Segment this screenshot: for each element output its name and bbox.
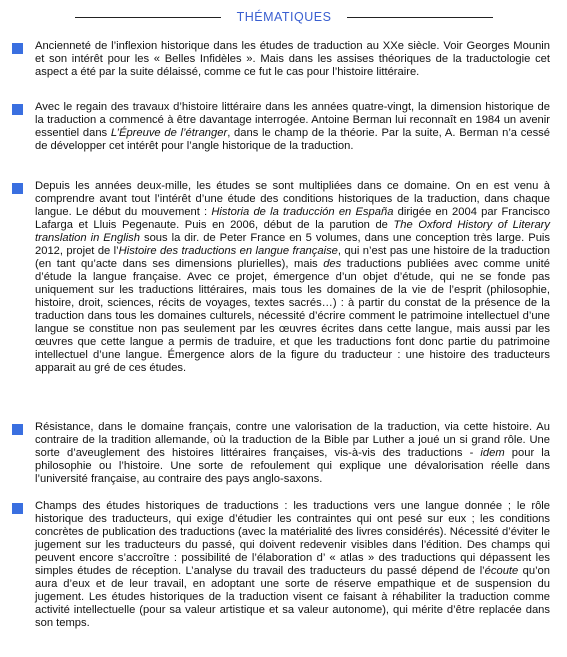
- item-text: [35, 421, 550, 486]
- square-bullet-icon: [12, 424, 23, 435]
- text-run: qu’on aura d’eux et de leur travail, en adoptant une sorte de réserve empathique et de suspension du jugement. Les études historiques de la traduction visent ce faisant à réhabiliter la traduction comme activité intellectuelle (pour sa valeur artistique et sa valeur autonome), qui mérite d’être replacée dans son temps.: [35, 565, 550, 629]
- text-run: Champs des études historiques de traductions : les traductions vers une langue donnée ; le rôle historique des traducteurs, qui exige d’étudier les contraintes qui ont pesé sur eux ; les conditions concrètes de publication des traductions (avec la matérialité des livres considérés). Nécessité d’éviter le jugement sur les traducteurs du passé, qui doivent redevenir visibles dans l’édition. Des champs qui peuvent encore s’accroître : possibilité de l’élaboration d’ « atlas » des traductions qui dépassent les simples études de réception. L’analyse du travail des traducteurs du passé dépend de l’: [35, 500, 550, 577]
- italic-title: des: [323, 258, 342, 270]
- text-run: traductions publiées avec comme unité d’étude la langue française. Avec ce projet, émergence d’un objet d’étude, qui ne se fonde pas uniquement sur les traductions littéraires, mais tous les domaines de la vie de l’esprit (philosophie, histoire, droit, sciences, récits de voyages, textes sacrés…) : à partir du constat de la présence de la traduction dans tous les domaines culturels, nécessité d’écrire comment le patrimoine intellectuel d’une langue se constitue non pas seulement par les œuvres écrites dans cette langue, mais aussi par les œuvres que cette langue a permis de traduire, et que les traductions font donc partie du patrimoine intellectuel d’une langue. Émergence alors de la figure du traducteur : une histoire des traducteurs apparait au gré de ces études.: [35, 258, 550, 374]
- text-run: Depuis les années deux-mille, les études se sont multipliées dans ce domaine. On en est venu à comprendre avant tout l’intérêt d’une étude des conditions historiques de la traduction, dans chaque langue. Le début du mouvement :: [35, 180, 550, 218]
- item-text: [35, 500, 550, 630]
- italic-title: L’Épreuve de l’étranger: [110, 127, 228, 139]
- italic-title: The Oxford History of Literary translation in English: [35, 219, 550, 244]
- square-bullet-icon: [12, 183, 23, 194]
- text-run: sous la dir. de Peter France en 5 volumes, dans une conception très large. Puis 2012, projet de l’: [35, 232, 550, 257]
- italic-title: Historia de la traducción en España: [211, 206, 394, 218]
- text-run: Avec le regain des travaux d’histoire littéraire dans les années quatre-vingt, la dimension historique de la traduction a commencé à être davantage interrogée. Antoine Berman lui reconnaît en 1984 un avenir essentiel dans: [35, 101, 550, 139]
- square-bullet-icon: [12, 43, 23, 54]
- italic-title: idem: [480, 447, 505, 459]
- text-run: pour la philosophie ou l’histoire. Une sorte de refoulement qui explique une dévalorisation réelle dans l’université française, au contraire des pays anglo-saxons.: [35, 447, 550, 485]
- item-text: [35, 40, 550, 79]
- text-run: Résistance, dans le domaine français, contre une valorisation de la traduction, via cette histoire. Au contraire de la tradition allemande, où la traduction de la Bible par Luther a joué un si grand rôle. Une sorte d’aveuglement des histoires littéraires françaises, vis-à-vis des traductions -: [35, 421, 550, 459]
- text-run: , dans le champ de la théorie. Par la suite, A. Berman n’a cessé de développer cet intérêt pour l’angle historique de la traduction.: [35, 127, 550, 152]
- square-bullet-icon: [12, 104, 23, 115]
- text-run: dirigée en 2004 par Francisco Lafarga et Lluis Pegenaute. Puis en 2006, début de la parution de: [35, 206, 550, 231]
- italic-title: écoute: [484, 565, 519, 577]
- header-rule-left: [75, 17, 221, 18]
- italic-title: Histoire des traductions en langue française: [118, 245, 338, 257]
- item-text: [35, 180, 550, 375]
- square-bullet-icon: [12, 503, 23, 514]
- header-rule-right: [347, 17, 493, 18]
- section-title: THÉMATIQUES: [236, 10, 332, 24]
- section-header: [75, 6, 493, 28]
- text-run: , qui n’est pas une histoire de la traduction (en tant qu’acte dans ses dimensions plurielles), mais: [35, 245, 550, 270]
- item-text: [35, 101, 550, 153]
- text-run: Ancienneté de l’inflexion historique dans les études de traduction au XXe siècle. Voir Georges Mounin et son intérêt pour les « Belles Infidèles ». Mais dans les assises théoriques de la traductologie cet aspect a été par la suite délaissé, comme ce fut le cas pour l’histoire littéraire.: [35, 40, 550, 78]
